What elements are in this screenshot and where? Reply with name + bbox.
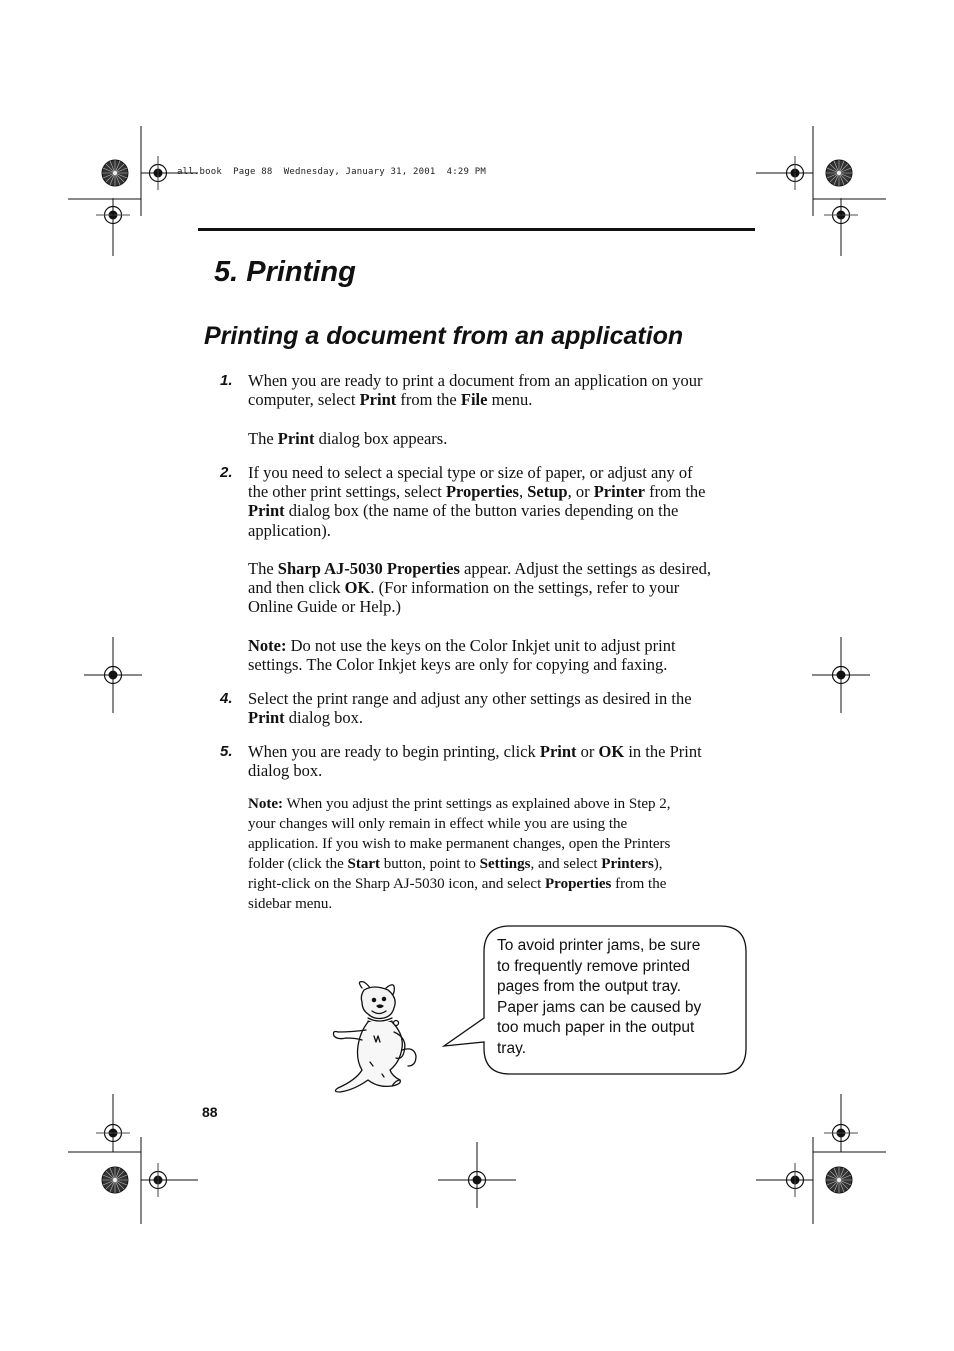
final-note: Note: When you adjust the print settings as explained above in Step 2, your changes will only remain in effect while you are using the application. If you wish to make permanent changes, open the Printers folder (click the Start button, point to Settings, and select Printers), right-click on the Sharp AJ-5030 icon, and select Properties from the sidebar menu. bbox=[248, 796, 671, 912]
step-1-line: When you are ready to print a document from an application on your bbox=[248, 371, 703, 390]
step-4-text: Select the print range and adjust any other settings as desired in the Print dialog box. bbox=[248, 689, 692, 728]
step-2-properties-text: The Sharp AJ-5030 Properties appear. Adjust the settings as desired, and then click OK. (For information on the settings, refer to your Online Guide or Help.) bbox=[248, 559, 712, 617]
step-1-line: computer, select Print from the File menu. bbox=[248, 390, 533, 410]
tip-text: To avoid printer jams, be sure to frequently remove printed pages from the output tray. Paper jams can be caused by too much paper in the output tray. bbox=[497, 937, 702, 1057]
step-number: 1. bbox=[220, 372, 233, 389]
step-1-text bbox=[248, 371, 748, 409]
top-rule bbox=[198, 228, 755, 231]
step-2-text: If you need to select a special type or size of paper, or adjust any of the other print settings, select Properties, Setup, or Printer from the Print dialog box (the name of the button varies depending on the application). bbox=[248, 463, 706, 540]
step-2-note: Note: Do not use the keys on the Color Inkjet unit to adjust print settings. The Color Inkjet keys are only for copying and faxing. bbox=[248, 636, 676, 675]
section-title: Printing a document from an application bbox=[204, 322, 684, 350]
step-number: 4. bbox=[220, 690, 233, 707]
step-1-result: The Print dialog box appears. bbox=[248, 429, 448, 448]
step-5-text: When you are ready to begin printing, click Print or OK in the Print dialog box. bbox=[248, 742, 702, 781]
file-info-header: all.book Page 88 Wednesday, January 31, 2001 4:29 PM bbox=[177, 167, 487, 177]
dog-mascot-illustration bbox=[312, 976, 420, 1098]
chapter-title: 5. Printing bbox=[214, 256, 356, 288]
step-number: 2. bbox=[220, 464, 233, 481]
page-number: 88 bbox=[202, 1104, 218, 1120]
step-number: 5. bbox=[220, 743, 233, 760]
